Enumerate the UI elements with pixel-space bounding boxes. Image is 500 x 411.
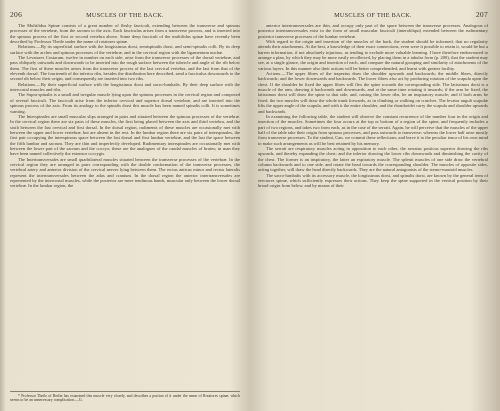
left-page-header [10,10,240,20]
paragraph: The Intertransversales are small quadrilateral muscles situated between the transverse processes of the vertebræ. In the cervical region they are arranged in pairs corresponding with the double conformation of the transverse processes, the vertebral artery and anterior division of the cervical nerves lying between them. The rectus anticus minor and rectus lateralis represent the intertransversales between the atlas and cranium. In the dorsal region the anterior intertransversales are represented by the intercostal muscles, while the posterior are mere tendinous bands, muscular only between the lower dorsal vertebræ. In the lumbar region, the [10,156,240,189]
paragraph: Relations.—By their superficial surface with the longissimus dorsi and sacro-lumbalis. By their deep surface with the intercostal muscles and ribs. [10,81,240,93]
paragraph: Actions.—The upper fibres of the trapezius draw the shoulder upwards and backwards; the middle fibres, directly backwards; and the lower downwards and backwards. The lower fibres also act by producing rotation of the scapula upon the chest. If the shoulder be fixed the upper fibres will flex the spine towards the corresponding side. The latissimus dorsi is a muscle of the arm, drawing it backwards and downwards, and at the same time rotating it inwards; if the arm be fixed, the latissimus dorsi will draw the spine to that side, and, raising the lower ribs, be an inspiratory muscle; and if both arms be fixed, the two muscles will draw the whole trunk forwards, as in climbing or walking on crutches. The levator anguli scapulæ lifts the upper angle of the scapula, and with it the entire shoulder, and the rhomboidei carry the scapula and shoulder upwards and backwards. [258,71,488,114]
footnote [10,391,240,403]
running-title-right: MUSCLES OF THE BACK. [334,12,412,19]
page-number-right: 207 [475,10,488,19]
paragraph: Relations.—By its superficial surface with the longissimus dorsi, semispinalis dorsi, and semi-spinalis colli. By its deep surface with the arches and spinous processes of the vertebræ, and in the cervical region with the ligamentum nuchæ. [10,44,240,55]
paragraph: The serrati are respiratory muscles acting in opposition to each other, the serratus posticus superior drawing the ribs upwards, and thereby expanding the chest; and the inferior drawing the lower ribs downwards and diminishing the cavity of the chest. The former is an inspiratory, the latter an expiratory muscle. The splenii muscles of one side draw the vertebral column backwards and to one side, and rotate the head towards the corresponding shoulder. The muscles of opposite sides, acting together, will draw the head directly backwards. They are the natural antagonists of the sterno-mastoid muscles. [258,145,488,173]
right-page [258,10,488,405]
paragraph: The Interspinales are small muscular slips arranged in pairs and situated between the spinous processes of the vertebræ. In the cervical region there are six pairs of these muscles, the first being placed between the axis and third vertebra, and the sixth between the last cervical and first dorsal. In the dorsal region, rudiments of these muscles are occasionally met with between the upper and lower vertebræ, but are absent in the rest. In the lumbar region there are six pairs of interspinales, the first pair occupying the interspinous space between the last dorsal and first lumbar vertebræ, and the last the space between the fifth lumbar and sacrum. They are thin and imperfectly developed. Rudimentary interspinales are occasionally met with between the lower part of the sacrum and the coccyx; these are the analogues of the caudal muscles of brutes; in man they have been named collectively the extensor coccygis. [10,113,240,157]
paragraph: The sacro-lumbalis with its accessory muscle, the longissimus dorsi, and spinalis dorsi, are known by the general term of erectores spinæ, which sufficiently expresses their actions. They keep the spine supported in the vertical position by their broad origin from below, and by means of their [258,172,488,189]
paragraph: In examining the following table, the student will observe the constant recurrence of the number four in the origin and insertion of the muscles. Sometimes the four occurs at the top or bottom of a region of the spine, and frequently includes a part of two regions, and takes two from each, as in the case of the serrati. Again, he will perceive that the muscles of the upper half of the table take their origin from spinous processes, and pass outwards to transverse; whereas the lower half arise mostly from transverse processes. To the student, Can, we commit these reflections; and leave it to the peculiar tenor of his own mind to make such arrangements as will be best retained by his memory. [258,113,488,146]
paragraph: The Levatores Costarum, twelve in number on each side, arise from the transverse processes of the dorsal vertebræ, and pass obliquely outwards and downwards to be inserted into the rough surface between the tubercle and angle of the rib below them. The first of these muscles arises from the transverse process of the last cervical vertebra, and the last from that of the eleventh dorsal. The fourteenth of the inferior ribs, besides the distribution here described, send a fasciculus downwards to the second rib below their origin, and consequently are inserted into two ribs. [10,55,240,82]
left-page [10,10,240,405]
footnote-text: * Professor Theile of Berlin has examined this muscle very closely, and describes a portion of it under the name of Rotatores spinæ, which seems to be an unnecessary complication.—G. [10,393,240,403]
paragraph: The Multifidus Spinæ consists of a great number of fleshy fasciculi, extending between the transverse and spinous processes of the vertebræ, from the sacrum to the axis. Each fasciculus arises from a transverse process, and is inserted into the spinous process of the first or second vertebra above. Some deep fasciculi of the multifidus spinæ have recently been described by Professor Theile under the name of rotatores spinæ. [10,23,240,45]
right-page-header [258,10,488,20]
paragraph: With regard to the origin and insertion of the muscles of the back, the student should be informed, that no regularity attends their attachments. At the best, a knowledge of their exact connections, even were it possible to retain it, would be but a barren information, if not absolutely injurious, as tending to exclude more valuable learning. I have therefore endeavoured to arrange a plan, by which they may be more easily recollected, by placing them in a tabular form (p. 200), that the student may see, at a single glance, the origin and insertion of each, and compare the natural grouping and similarity of attachments of the various layers. In this manner also their actions will be better comprehended, and learnt with greater facility. [258,39,488,71]
page-number-left: 206 [10,10,23,19]
running-title-left: MUSCLES OF THE BACK. [86,12,164,19]
paragraph: The Supra-spinalis is a small and irregular muscle lying upon the spinous processes in the cervical region and composed of several fasciculi. The fasciculi arise from the inferior cervical and superior dorsal vertebræ, and are inserted into the spinous process of the axis. From its analogy to the spinalis dorsi this muscle has been named spinalis colli. It is sometimes wanting. [10,92,240,114]
paragraph: anterior intertransversales are thin, and occupy only part of the space between the transverse processes. Analogous of posterior intertransversales exist in the form of small muscular fasciculi (interobliqui) extended between the rudimentary posterior transverse processes of the lumbar vertebræ. [258,23,488,39]
